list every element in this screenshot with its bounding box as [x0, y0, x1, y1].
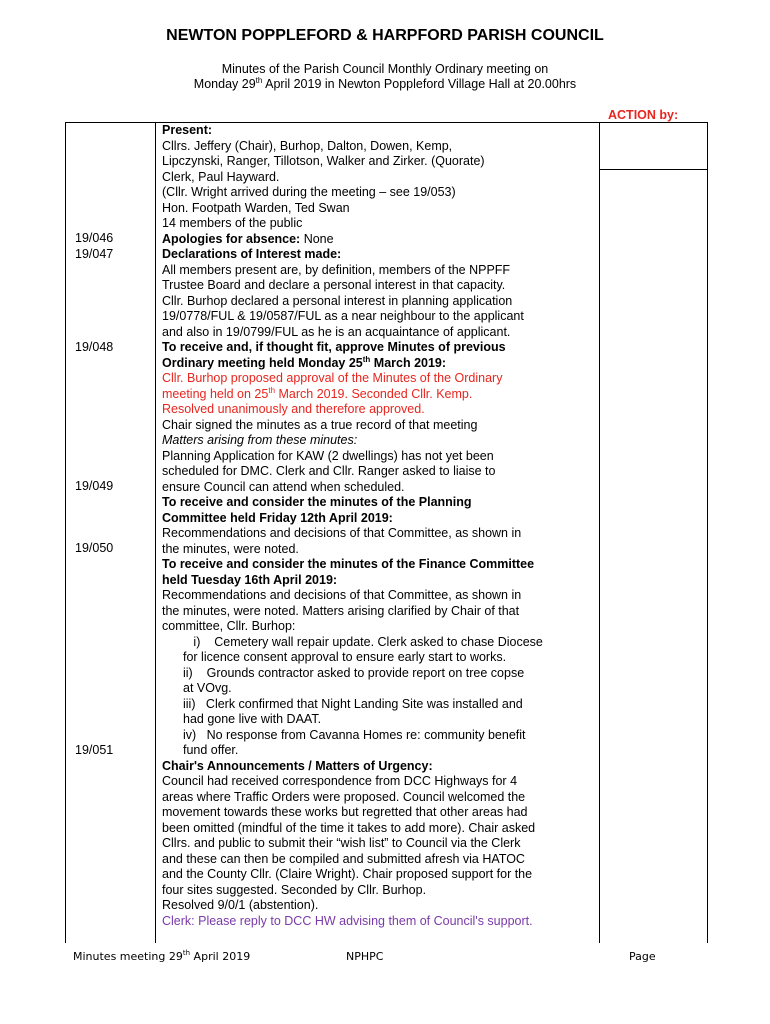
present-line: Lipczynski, Ranger, Tillotson, Walker and Zirker. (Quorate)	[162, 154, 485, 168]
column-divider	[155, 123, 156, 943]
ref-19-048: 19/048	[75, 339, 114, 354]
declarations-line: 19/0778/FUL & 19/0587/FUL as a near neighbour to the applicant	[162, 309, 524, 323]
resolution-text: Cllr. Burhop proposed approval of the Minutes of the Ordinary	[162, 371, 503, 385]
ref-19-046: 19/046	[75, 231, 114, 245]
chair-line: Cllrs. and public to submit their “wish list” to Council via the Clerk	[162, 836, 521, 850]
finance-heading: To receive and consider the minutes of the Finance Committee	[162, 557, 535, 571]
council-title: NEWTON POPPLEFORD & HARPFORD PARISH COUNCIL	[166, 27, 604, 44]
ref-19-051: 19/051	[75, 742, 114, 757]
previous-minutes-section	[162, 340, 592, 495]
minutes-content	[162, 123, 592, 929]
footer-org: NPHPC	[346, 950, 384, 963]
finance-item: for licence consent approval to ensure early start to works.	[183, 650, 507, 664]
column-divider	[599, 123, 600, 943]
finance-line: committee, Cllr. Burhop:	[162, 619, 296, 633]
chair-line: movement towards these works but regretted that other areas had	[162, 805, 528, 819]
finance-item: had gone live with DAAT.	[183, 712, 322, 726]
clerk-action-note: Clerk: Please reply to DCC HW advising them of Council's support.	[162, 913, 533, 928]
chair-heading: Chair's Announcements / Matters of Urgency:	[162, 758, 433, 773]
chair-line: been omitted (mindful of the time it takes to add more). Chair asked	[162, 820, 536, 835]
present-line: Cllrs. Jeffery (Chair), Burhop, Dalton, Dowen, Kemp,	[162, 138, 453, 153]
ref-19-050: 19/050	[75, 541, 114, 555]
declarations-line: and also in 19/0799/FUL as he is an acquaintance of applicant.	[162, 324, 511, 339]
declarations-line: Cllr. Burhop declared a personal interest in planning application	[162, 293, 513, 308]
finance-item: iv) No response from Cavanna Homes re: community benefit	[183, 727, 526, 742]
ref-19-047: 19/047	[75, 246, 114, 261]
minutes-line: scheduled for DMC. Clerk and Cllr. Ranger asked to liaise to	[162, 464, 496, 478]
meeting-subtitle-line2: Monday 29th April 2019 in Newton Poppleford Village Hall at 20.00hrs	[193, 76, 577, 91]
action-row-divider	[599, 169, 707, 170]
present-heading: Present:	[162, 123, 213, 137]
resolution-text: Resolved unanimously and therefore approved.	[162, 402, 425, 416]
minutes-line: Chair signed the minutes as a true record of that meeting	[162, 417, 478, 432]
minutes-table	[65, 122, 708, 943]
present-line: Hon. Footpath Warden, Ted Swan	[162, 200, 350, 215]
planning-line: Recommendations and decisions of that Committee, as shown in	[162, 526, 522, 540]
declarations-line: All members present are, by definition, members of the NPPFF	[162, 262, 511, 277]
ref-19-049: 19/049	[75, 479, 114, 493]
finance-item: ii) Grounds contractor asked to provide report on tree copse	[183, 665, 525, 680]
present-line: 14 members of the public	[162, 216, 303, 230]
resolution-text: meeting held on 25th March 2019. Seconded Cllr. Kemp.	[162, 385, 473, 401]
finance-item: fund offer.	[183, 743, 239, 757]
planning-line: the minutes, were noted.	[162, 541, 299, 556]
chair-section	[162, 759, 592, 930]
present-section	[162, 123, 592, 232]
chair-line: areas where Traffic Orders were proposed. Council welcomed the	[162, 789, 526, 804]
declarations-line: Trustee Board and declare a personal interest in that capacity.	[162, 278, 506, 292]
footer-meeting-date: Minutes meeting 29th April 2019	[73, 949, 251, 963]
planning-section	[162, 495, 592, 557]
meeting-subtitle-line1: Minutes of the Parish Council Monthly Ordinary meeting on	[221, 62, 549, 76]
previous-minutes-heading-cont: Ordinary meeting held Monday 25th March 2019:	[162, 354, 447, 370]
present-line: Clerk, Paul Hayward.	[162, 169, 280, 184]
finance-line: Recommendations and decisions of that Committee, as shown in	[162, 588, 522, 602]
finance-item: iii) Clerk confirmed that Night Landing Site was installed and	[183, 696, 523, 711]
finance-item: i) Cemetery wall repair update. Clerk asked to chase Diocese	[183, 634, 543, 649]
reference-column	[75, 231, 113, 758]
chair-line: Council had received correspondence from DCC Highways for 4	[162, 774, 518, 788]
minutes-line: ensure Council can attend when scheduled.	[162, 479, 405, 494]
planning-heading-cont: Committee held Friday 12th April 2019:	[162, 510, 393, 525]
finance-item: at VOvg.	[183, 681, 232, 695]
minutes-line: Planning Application for KAW (2 dwellings) has not yet been	[162, 448, 494, 463]
finance-line: the minutes, were noted. Matters arising clarified by Chair of that	[162, 603, 520, 618]
apologies-section: Apologies for absence: None	[162, 231, 334, 246]
action-by-header: ACTION by:	[608, 108, 679, 122]
finance-heading-cont: held Tuesday 16th April 2019:	[162, 572, 338, 587]
declarations-section	[162, 247, 592, 340]
previous-minutes-heading: To receive and, if thought fit, approve Minutes of previous	[162, 340, 506, 354]
chair-line: Resolved 9/0/1 (abstention).	[162, 898, 319, 912]
declarations-heading: Declarations of Interest made:	[162, 247, 342, 261]
chair-line: four sites suggested. Seconded by Cllr. Burhop.	[162, 882, 427, 897]
finance-section	[162, 557, 592, 759]
matters-arising-heading: Matters arising from these minutes:	[162, 433, 358, 447]
chair-line: and these can then be compiled and submitted afresh via HATOC	[162, 851, 525, 866]
footer-page: Page	[629, 950, 656, 963]
chair-line: and the County Cllr. (Claire Wright). Chair proposed support for the	[162, 867, 533, 881]
planning-heading: To receive and consider the minutes of the Planning	[162, 495, 472, 509]
present-line: (Cllr. Wright arrived during the meeting – see 19/053)	[162, 185, 456, 199]
